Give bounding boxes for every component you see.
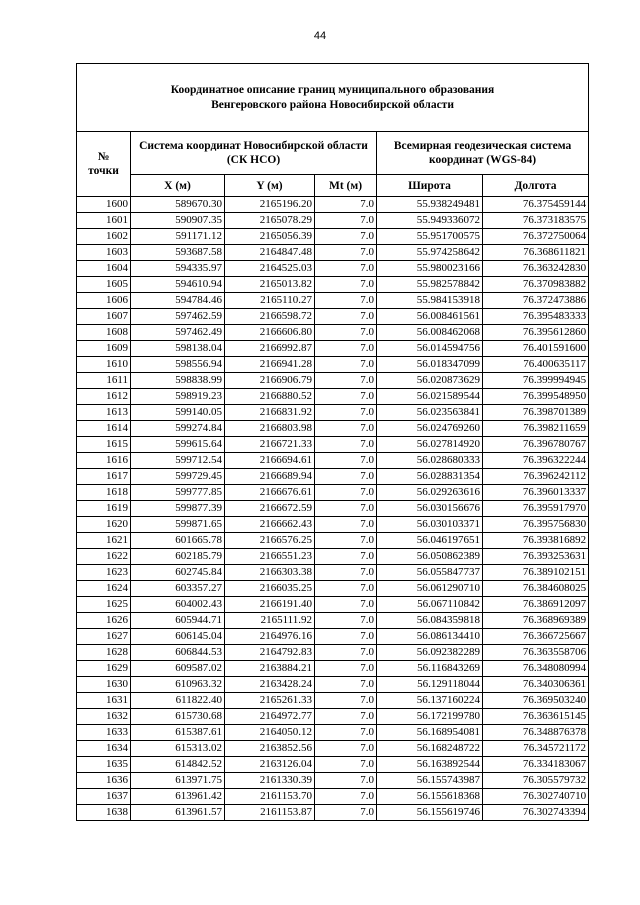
header-longitude: Долгота — [483, 175, 589, 197]
longitude-cell: 76.368969389 — [483, 613, 589, 629]
y-cell: 2166035.25 — [225, 581, 315, 597]
latitude-cell: 55.951700575 — [377, 229, 483, 245]
mt-cell: 7.0 — [315, 773, 377, 789]
point-number-cell: 1624 — [77, 581, 131, 597]
table-row — [77, 741, 589, 757]
y-cell: 2166992.87 — [225, 341, 315, 357]
y-cell: 2166606.80 — [225, 325, 315, 341]
longitude-cell: 76.373183575 — [483, 213, 589, 229]
longitude-cell: 76.369503240 — [483, 693, 589, 709]
point-number-cell: 1611 — [77, 373, 131, 389]
x-cell: 594335.97 — [131, 261, 225, 277]
mt-cell: 7.0 — [315, 325, 377, 341]
y-cell: 2164525.03 — [225, 261, 315, 277]
point-number-cell: 1605 — [77, 277, 131, 293]
mt-cell: 7.0 — [315, 421, 377, 437]
latitude-cell: 56.029263616 — [377, 485, 483, 501]
longitude-cell: 76.396013337 — [483, 485, 589, 501]
longitude-cell: 76.334183067 — [483, 757, 589, 773]
mt-cell: 7.0 — [315, 245, 377, 261]
latitude-cell: 56.030156676 — [377, 501, 483, 517]
x-cell: 605944.71 — [131, 613, 225, 629]
table-row — [77, 725, 589, 741]
point-number-cell: 1616 — [77, 453, 131, 469]
y-cell: 2163852.56 — [225, 741, 315, 757]
y-cell: 2164847.48 — [225, 245, 315, 261]
y-cell: 2164976.16 — [225, 629, 315, 645]
x-cell: 594610.94 — [131, 277, 225, 293]
point-number-cell: 1615 — [77, 437, 131, 453]
y-cell: 2165056.39 — [225, 229, 315, 245]
point-number-cell: 1629 — [77, 661, 131, 677]
x-cell: 602745.84 — [131, 565, 225, 581]
header-point-symbol: № — [97, 151, 110, 163]
table-title — [77, 64, 589, 132]
x-cell: 613961.57 — [131, 805, 225, 821]
page-number: 44 — [313, 30, 327, 42]
longitude-cell: 76.366725667 — [483, 629, 589, 645]
header-point-word: точки — [88, 165, 119, 177]
x-cell: 599877.39 — [131, 501, 225, 517]
x-cell: 599777.85 — [131, 485, 225, 501]
mt-cell: 7.0 — [315, 485, 377, 501]
y-cell: 2165196.20 — [225, 197, 315, 213]
x-cell: 602185.79 — [131, 549, 225, 565]
y-cell: 2166880.52 — [225, 389, 315, 405]
y-cell: 2166906.79 — [225, 373, 315, 389]
x-cell: 604002.43 — [131, 597, 225, 613]
table-title-line2: Венгеровского района Новосибирской области — [211, 98, 454, 111]
table-row — [77, 549, 589, 565]
x-cell: 598556.94 — [131, 357, 225, 373]
x-cell: 599729.45 — [131, 469, 225, 485]
header-world-system: Всемирная геодезическая система координат (WGS-84) — [377, 132, 589, 175]
point-number-cell: 1625 — [77, 597, 131, 613]
mt-cell: 7.0 — [315, 389, 377, 405]
latitude-cell: 55.980023166 — [377, 261, 483, 277]
point-number-cell: 1638 — [77, 805, 131, 821]
longitude-cell: 76.305579732 — [483, 773, 589, 789]
table-row — [77, 261, 589, 277]
point-number-cell: 1619 — [77, 501, 131, 517]
table-row — [77, 565, 589, 581]
longitude-cell: 76.368611821 — [483, 245, 589, 261]
table-row — [77, 357, 589, 373]
point-number-cell: 1621 — [77, 533, 131, 549]
coordinates-table — [76, 63, 589, 821]
mt-cell: 7.0 — [315, 373, 377, 389]
mt-cell: 7.0 — [315, 197, 377, 213]
mt-cell: 7.0 — [315, 693, 377, 709]
y-cell: 2165078.29 — [225, 213, 315, 229]
table-row — [77, 421, 589, 437]
x-cell: 606145.04 — [131, 629, 225, 645]
table-row — [77, 757, 589, 773]
point-number-cell: 1631 — [77, 693, 131, 709]
x-cell: 611822.40 — [131, 693, 225, 709]
longitude-cell: 76.396780767 — [483, 437, 589, 453]
point-number-cell: 1607 — [77, 309, 131, 325]
table-row — [77, 789, 589, 805]
y-cell: 2165111.92 — [225, 613, 315, 629]
longitude-cell: 76.348876378 — [483, 725, 589, 741]
table-row — [77, 693, 589, 709]
mt-cell: 7.0 — [315, 741, 377, 757]
table-row — [77, 709, 589, 725]
x-cell: 598138.04 — [131, 341, 225, 357]
longitude-cell: 76.384608025 — [483, 581, 589, 597]
mt-cell: 7.0 — [315, 437, 377, 453]
longitude-cell: 76.302740710 — [483, 789, 589, 805]
point-number-cell: 1614 — [77, 421, 131, 437]
y-cell: 2166941.28 — [225, 357, 315, 373]
point-number-cell: 1633 — [77, 725, 131, 741]
x-cell: 593687.58 — [131, 245, 225, 261]
latitude-cell: 56.008462068 — [377, 325, 483, 341]
point-number-cell: 1610 — [77, 357, 131, 373]
point-number-cell: 1618 — [77, 485, 131, 501]
longitude-cell: 76.372473886 — [483, 293, 589, 309]
table-row — [77, 501, 589, 517]
y-cell: 2165110.27 — [225, 293, 315, 309]
y-cell: 2164792.83 — [225, 645, 315, 661]
header-local-system: Система координат Новосибирской области (СК НСО) — [131, 132, 377, 175]
latitude-cell: 56.086134410 — [377, 629, 483, 645]
mt-cell: 7.0 — [315, 597, 377, 613]
table-row — [77, 341, 589, 357]
header-latitude: Широта — [377, 175, 483, 197]
mt-cell: 7.0 — [315, 629, 377, 645]
x-cell: 615730.68 — [131, 709, 225, 725]
latitude-cell: 55.974258642 — [377, 245, 483, 261]
mt-cell: 7.0 — [315, 293, 377, 309]
table-row — [77, 629, 589, 645]
y-cell: 2161330.39 — [225, 773, 315, 789]
point-number-cell: 1628 — [77, 645, 131, 661]
x-cell: 613971.75 — [131, 773, 225, 789]
point-number-cell: 1612 — [77, 389, 131, 405]
point-number-cell: 1627 — [77, 629, 131, 645]
table-row — [77, 773, 589, 789]
latitude-cell: 55.949336072 — [377, 213, 483, 229]
table-row — [77, 405, 589, 421]
point-number-cell: 1602 — [77, 229, 131, 245]
latitude-cell: 56.129118044 — [377, 677, 483, 693]
x-cell: 609587.02 — [131, 661, 225, 677]
point-number-cell: 1622 — [77, 549, 131, 565]
latitude-cell: 56.067110842 — [377, 597, 483, 613]
longitude-cell: 76.396242112 — [483, 469, 589, 485]
longitude-cell: 76.400635117 — [483, 357, 589, 373]
mt-cell: 7.0 — [315, 805, 377, 821]
table-row — [77, 613, 589, 629]
latitude-cell: 56.163892544 — [377, 757, 483, 773]
point-number-cell: 1623 — [77, 565, 131, 581]
table-row — [77, 661, 589, 677]
point-number-cell: 1630 — [77, 677, 131, 693]
y-cell: 2164050.12 — [225, 725, 315, 741]
x-cell: 603357.27 — [131, 581, 225, 597]
header-x: X (м) — [131, 175, 225, 197]
x-cell: 599274.84 — [131, 421, 225, 437]
table-row — [77, 245, 589, 261]
point-number-cell: 1601 — [77, 213, 131, 229]
mt-cell: 7.0 — [315, 661, 377, 677]
table-row — [77, 677, 589, 693]
mt-cell: 7.0 — [315, 501, 377, 517]
table-row — [77, 453, 589, 469]
table-body — [77, 197, 589, 821]
longitude-cell: 76.302743394 — [483, 805, 589, 821]
latitude-cell: 56.028680333 — [377, 453, 483, 469]
table-row — [77, 213, 589, 229]
table-row — [77, 485, 589, 501]
y-cell: 2161153.70 — [225, 789, 315, 805]
point-number-cell: 1634 — [77, 741, 131, 757]
x-cell: 598838.99 — [131, 373, 225, 389]
latitude-cell: 56.084359818 — [377, 613, 483, 629]
mt-cell: 7.0 — [315, 533, 377, 549]
point-number-cell: 1603 — [77, 245, 131, 261]
y-cell: 2166694.61 — [225, 453, 315, 469]
y-cell: 2166676.61 — [225, 485, 315, 501]
longitude-cell: 76.363242830 — [483, 261, 589, 277]
table-row — [77, 373, 589, 389]
y-cell: 2166689.94 — [225, 469, 315, 485]
longitude-cell: 76.399548950 — [483, 389, 589, 405]
longitude-cell: 76.395917970 — [483, 501, 589, 517]
point-number-cell: 1617 — [77, 469, 131, 485]
latitude-cell: 56.014594756 — [377, 341, 483, 357]
latitude-cell: 56.155619746 — [377, 805, 483, 821]
y-cell: 2166576.25 — [225, 533, 315, 549]
x-cell: 615387.61 — [131, 725, 225, 741]
table-row — [77, 389, 589, 405]
mt-cell: 7.0 — [315, 645, 377, 661]
x-cell: 594784.46 — [131, 293, 225, 309]
mt-cell: 7.0 — [315, 677, 377, 693]
y-cell: 2165013.82 — [225, 277, 315, 293]
table-row — [77, 469, 589, 485]
point-number-cell: 1600 — [77, 197, 131, 213]
point-number-cell: 1606 — [77, 293, 131, 309]
y-cell: 2166551.23 — [225, 549, 315, 565]
point-number-cell: 1608 — [77, 325, 131, 341]
longitude-cell: 76.372750064 — [483, 229, 589, 245]
x-cell: 591171.12 — [131, 229, 225, 245]
y-cell: 2166303.38 — [225, 565, 315, 581]
latitude-cell: 56.168248722 — [377, 741, 483, 757]
longitude-cell: 76.363615145 — [483, 709, 589, 725]
latitude-cell: 56.046197651 — [377, 533, 483, 549]
x-cell: 599140.05 — [131, 405, 225, 421]
y-cell: 2166721.33 — [225, 437, 315, 453]
mt-cell: 7.0 — [315, 517, 377, 533]
header-y: Y (м) — [225, 175, 315, 197]
latitude-cell: 56.021589544 — [377, 389, 483, 405]
x-cell: 610963.32 — [131, 677, 225, 693]
y-cell: 2164972.77 — [225, 709, 315, 725]
y-cell: 2163428.24 — [225, 677, 315, 693]
longitude-cell: 76.395756830 — [483, 517, 589, 533]
latitude-cell: 56.168954081 — [377, 725, 483, 741]
latitude-cell: 56.172199780 — [377, 709, 483, 725]
x-cell: 599712.54 — [131, 453, 225, 469]
longitude-cell: 76.393253631 — [483, 549, 589, 565]
longitude-cell: 76.348080994 — [483, 661, 589, 677]
mt-cell: 7.0 — [315, 229, 377, 245]
latitude-cell: 56.137160224 — [377, 693, 483, 709]
longitude-cell: 76.395612860 — [483, 325, 589, 341]
latitude-cell: 56.092382289 — [377, 645, 483, 661]
mt-cell: 7.0 — [315, 581, 377, 597]
y-cell: 2165261.33 — [225, 693, 315, 709]
latitude-cell: 56.061290710 — [377, 581, 483, 597]
x-cell: 589670.30 — [131, 197, 225, 213]
x-cell: 615313.02 — [131, 741, 225, 757]
latitude-cell: 56.028831354 — [377, 469, 483, 485]
x-cell: 598919.23 — [131, 389, 225, 405]
latitude-cell: 55.984153918 — [377, 293, 483, 309]
point-number-cell: 1620 — [77, 517, 131, 533]
table-row — [77, 197, 589, 213]
longitude-cell: 76.345721172 — [483, 741, 589, 757]
latitude-cell: 56.024769260 — [377, 421, 483, 437]
longitude-cell: 76.399994945 — [483, 373, 589, 389]
y-cell: 2166672.59 — [225, 501, 315, 517]
latitude-cell: 55.938249481 — [377, 197, 483, 213]
y-cell: 2163884.21 — [225, 661, 315, 677]
longitude-cell: 76.393816892 — [483, 533, 589, 549]
x-cell: 597462.59 — [131, 309, 225, 325]
latitude-cell: 56.020873629 — [377, 373, 483, 389]
latitude-cell: 56.008461561 — [377, 309, 483, 325]
x-cell: 597462.49 — [131, 325, 225, 341]
longitude-cell: 76.370983882 — [483, 277, 589, 293]
mt-cell: 7.0 — [315, 357, 377, 373]
latitude-cell: 56.116843269 — [377, 661, 483, 677]
mt-cell: 7.0 — [315, 789, 377, 805]
longitude-cell: 76.398211659 — [483, 421, 589, 437]
mt-cell: 7.0 — [315, 725, 377, 741]
x-cell: 599871.65 — [131, 517, 225, 533]
table-row — [77, 581, 589, 597]
table-row — [77, 437, 589, 453]
mt-cell: 7.0 — [315, 709, 377, 725]
longitude-cell: 76.363558706 — [483, 645, 589, 661]
table-row — [77, 597, 589, 613]
table-row — [77, 517, 589, 533]
point-number-cell: 1609 — [77, 341, 131, 357]
latitude-cell: 56.018347099 — [377, 357, 483, 373]
longitude-cell: 76.389102151 — [483, 565, 589, 581]
point-number-cell: 1613 — [77, 405, 131, 421]
point-number-cell: 1604 — [77, 261, 131, 277]
y-cell: 2166831.92 — [225, 405, 315, 421]
table-row — [77, 229, 589, 245]
y-cell: 2163126.04 — [225, 757, 315, 773]
y-cell: 2161153.87 — [225, 805, 315, 821]
table-row — [77, 325, 589, 341]
mt-cell: 7.0 — [315, 341, 377, 357]
x-cell: 614842.52 — [131, 757, 225, 773]
point-number-cell: 1635 — [77, 757, 131, 773]
mt-cell: 7.0 — [315, 565, 377, 581]
latitude-cell: 55.982578842 — [377, 277, 483, 293]
table-row — [77, 277, 589, 293]
latitude-cell: 56.030103371 — [377, 517, 483, 533]
latitude-cell: 56.155743987 — [377, 773, 483, 789]
point-number-cell: 1626 — [77, 613, 131, 629]
table-title-line1: Координатное описание границ муниципального образования — [170, 83, 495, 96]
longitude-cell: 76.395483333 — [483, 309, 589, 325]
table-row — [77, 533, 589, 549]
x-cell: 599615.64 — [131, 437, 225, 453]
mt-cell: 7.0 — [315, 405, 377, 421]
point-number-cell: 1632 — [77, 709, 131, 725]
point-number-cell: 1636 — [77, 773, 131, 789]
mt-cell: 7.0 — [315, 469, 377, 485]
longitude-cell: 76.386912097 — [483, 597, 589, 613]
mt-cell: 7.0 — [315, 613, 377, 629]
mt-cell: 7.0 — [315, 309, 377, 325]
mt-cell: 7.0 — [315, 757, 377, 773]
x-cell: 613961.42 — [131, 789, 225, 805]
mt-cell: 7.0 — [315, 453, 377, 469]
latitude-cell: 56.023563841 — [377, 405, 483, 421]
latitude-cell: 56.155618368 — [377, 789, 483, 805]
table-row — [77, 805, 589, 821]
point-number-cell: 1637 — [77, 789, 131, 805]
mt-cell: 7.0 — [315, 213, 377, 229]
y-cell: 2166662.43 — [225, 517, 315, 533]
latitude-cell: 56.055847737 — [377, 565, 483, 581]
y-cell: 2166803.98 — [225, 421, 315, 437]
latitude-cell: 56.050862389 — [377, 549, 483, 565]
table-row — [77, 309, 589, 325]
longitude-cell: 76.401591600 — [483, 341, 589, 357]
longitude-cell: 76.396322244 — [483, 453, 589, 469]
header-mt: Mt (м) — [315, 175, 377, 197]
y-cell: 2166598.72 — [225, 309, 315, 325]
table-row — [77, 645, 589, 661]
y-cell: 2166191.40 — [225, 597, 315, 613]
table-row — [77, 293, 589, 309]
mt-cell: 7.0 — [315, 277, 377, 293]
longitude-cell: 76.398701389 — [483, 405, 589, 421]
latitude-cell: 56.027814920 — [377, 437, 483, 453]
x-cell: 606844.53 — [131, 645, 225, 661]
x-cell: 601665.78 — [131, 533, 225, 549]
longitude-cell: 76.375459144 — [483, 197, 589, 213]
header-point-number — [77, 132, 131, 197]
mt-cell: 7.0 — [315, 261, 377, 277]
mt-cell: 7.0 — [315, 549, 377, 565]
x-cell: 590907.35 — [131, 213, 225, 229]
longitude-cell: 76.340306361 — [483, 677, 589, 693]
